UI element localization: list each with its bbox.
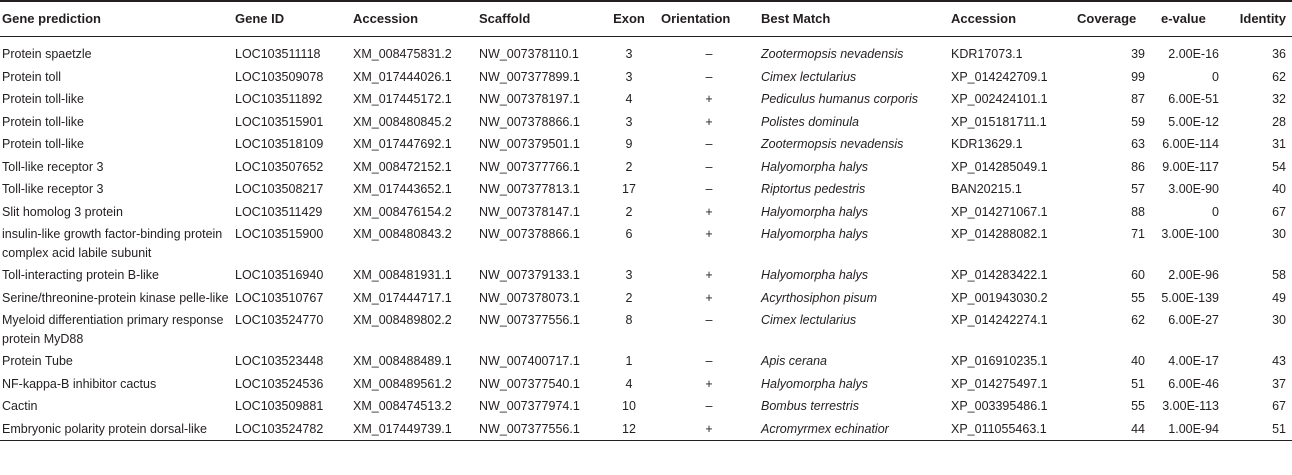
gene-id-cell: LOC103515901 [235,114,324,129]
accession-cell: XM_008480843.2 [353,227,452,241]
identity-cell: 30 [1272,227,1286,241]
identity-cell: 51 [1233,418,1292,441]
table-row [0,287,1292,310]
identity-cell: 30 [1272,313,1286,327]
coverage-cell: 44 [1075,418,1147,441]
evalue-cell: 2.00E-96 [1168,268,1219,282]
accession-cell: XM_008474513.2 [353,399,452,413]
gene-id-cell: LOC103511429 [235,204,323,219]
match-accession-cell: XP_014242709.1 [951,69,1048,84]
exon-cell: 9 [625,137,633,151]
best-match-cell: Zootermopsis nevadensis [761,137,904,151]
best-match-cell: Halyomorpha halys [761,268,868,282]
identity-cell: 67 [1272,399,1286,413]
coverage-cell: 55 [1131,290,1145,305]
accession-cell: XM_017449739.1 [351,418,477,441]
match-accession-cell: XP_015181711.1 [951,114,1047,129]
orientation-cell: + [705,114,713,129]
exon-cell: 4 [625,92,633,106]
accession-cell: XM_008472152.1 [353,159,452,174]
scaffold-cell: NW_007377899.1 [479,69,580,84]
exon-cell: 3 [625,268,633,282]
exon-cell: 1 [625,354,633,368]
header-row [0,1,1292,37]
best-match-cell: Halyomorpha halys [761,376,868,391]
accession-cell: XM_017444717.1 [353,290,452,305]
gene-id-cell: LOC103509881 [235,399,324,413]
table-row [0,418,1292,441]
header-scaffold: Scaffold [477,1,599,37]
orientation-cell: + [705,204,713,219]
header-match-accession: Accession [949,1,1075,37]
header-gene-prediction: Gene prediction [0,1,233,37]
match-accession-cell: XP_014242274.1 [951,313,1048,327]
header-orientation: Orientation [659,1,759,37]
scaffold-cell: NW_007377766.1 [479,159,580,174]
orientation-cell: – [705,354,713,368]
match-accession-cell: XP_002424101.1 [951,92,1048,106]
scaffold-cell: NW_007377556.1 [477,418,599,441]
table-row [0,111,1292,134]
identity-cell: 43 [1272,354,1286,368]
gene-prediction-cell: Serine/threonine-protein kinase pelle-like [2,290,229,305]
evalue-cell: 6.00E-46 [1168,376,1219,391]
exon-cell: 3 [625,69,633,84]
coverage-cell: 71 [1131,227,1145,241]
gene-id-cell: LOC103511892 [235,92,323,106]
match-accession-cell: BAN20215.1 [951,182,1022,196]
best-match-cell: Zootermopsis nevadensis [761,47,904,61]
accession-cell: XM_017444026.1 [353,69,452,84]
coverage-cell: 51 [1131,376,1145,391]
exon-cell: 2 [625,290,633,305]
gene-id-cell: LOC103524782 [233,418,351,441]
header-accession: Accession [351,1,477,37]
accession-cell: XM_017445172.1 [353,92,452,106]
coverage-cell: 39 [1131,47,1145,61]
evalue-cell: 4.00E-17 [1168,354,1219,368]
match-accession-cell: XP_016910235.1 [951,354,1048,368]
gene-prediction-cell: Embryonic polarity protein dorsal-like [0,418,233,441]
evalue-cell: 9.00E-117 [1162,159,1219,174]
orientation-cell: + [705,290,713,305]
exon-cell: 2 [625,159,633,174]
gene-prediction-cell: Slit homolog 3 protein [2,204,123,219]
orientation-cell: + [705,92,713,106]
orientation-cell: + [705,227,713,241]
evalue-cell: 3.00E-100 [1161,227,1219,241]
header-evalue: e-value [1147,1,1233,37]
match-accession-cell: XP_014283422.1 [951,268,1048,282]
scaffold-cell: NW_007400717.1 [479,354,580,368]
gene-prediction-cell: Protein toll-like [2,92,84,106]
gene-prediction-cell: Protein toll-like [2,114,84,129]
match-accession-cell: XP_014288082.1 [951,227,1048,241]
accession-cell: XM_008480845.2 [353,114,452,129]
gene-prediction-cell: Toll-interacting protein B-like [2,268,160,282]
table-row [0,264,1292,287]
gene-prediction-cell: Protein toll-like [2,137,84,151]
accession-cell: XM_008489561.2 [353,376,452,391]
evalue-cell: 0 [1212,69,1219,84]
accession-cell: XM_008475831.2 [353,47,452,61]
orientation-cell: – [705,159,713,174]
scaffold-cell: NW_007378197.1 [479,92,580,106]
best-match-cell: Cimex lectularius [761,69,857,84]
scaffold-cell: NW_007377813.1 [479,182,580,196]
table-row [0,223,1292,264]
scaffold-cell: NW_007378866.1 [479,114,580,129]
coverage-cell: 86 [1131,159,1145,174]
orientation-cell: – [705,182,713,196]
coverage-cell: 62 [1131,313,1145,327]
exon-cell: 6 [625,227,633,241]
best-match-cell: Acromyrmex echinatior [759,418,949,441]
gene-prediction-cell: Toll-like receptor 3 [2,182,104,196]
coverage-cell: 99 [1131,69,1145,84]
coverage-cell: 59 [1131,114,1145,129]
identity-cell: 28 [1272,114,1286,129]
orientation-cell: + [659,418,759,441]
accession-cell: XM_017447692.1 [353,137,452,151]
evalue-cell: 6.00E-114 [1162,137,1219,151]
orientation-cell: – [705,313,713,327]
best-match-cell: Halyomorpha halys [761,204,868,219]
evalue-cell: 2.00E-16 [1168,47,1219,61]
scaffold-cell: NW_007379501.1 [479,137,580,151]
table-row [0,88,1292,111]
gene-id-cell: LOC103524770 [235,313,324,327]
table-row [0,178,1292,201]
header-coverage: Coverage [1075,1,1147,37]
table-row [0,37,1292,66]
gene-id-cell: LOC103523448 [235,354,324,368]
table-row [0,156,1292,179]
scaffold-cell: NW_007378866.1 [479,227,580,241]
match-accession-cell: KDR17073.1 [951,47,1023,61]
coverage-cell: 57 [1131,182,1145,196]
identity-cell: 62 [1272,69,1286,84]
identity-cell: 32 [1272,92,1286,106]
scaffold-cell: NW_007377556.1 [479,313,580,327]
gene-id-cell: LOC103508217 [235,182,324,196]
table-row [0,350,1292,373]
accession-cell: XM_008488489.1 [353,354,452,368]
table-row [0,201,1292,224]
exon-cell: 2 [625,204,633,219]
evalue-cell: 6.00E-27 [1168,313,1219,327]
orientation-cell: – [705,47,713,61]
identity-cell: 36 [1272,47,1286,61]
match-accession-cell: XP_014275497.1 [951,376,1048,391]
table-row [0,309,1292,350]
orientation-cell: + [705,376,713,391]
best-match-cell: Halyomorpha halys [761,227,868,241]
evalue-cell: 3.00E-113 [1162,399,1219,413]
gene-id-cell: LOC103509078 [235,69,324,84]
best-match-cell: Apis cerana [761,354,828,368]
match-accession-cell: XP_014271067.1 [951,204,1048,219]
evalue-cell: 6.00E-51 [1168,92,1219,106]
scaffold-cell: NW_007378147.1 [479,204,580,219]
identity-cell: 49 [1272,290,1286,305]
match-accession-cell: KDR13629.1 [951,137,1023,151]
gene-prediction-cell: Protein spaetzle [2,47,92,61]
gene-prediction-cell: Protein Tube [2,354,73,368]
identity-cell: 40 [1272,182,1286,196]
table-row [0,66,1292,89]
orientation-cell: – [705,399,713,413]
evalue-cell: 0 [1212,204,1219,219]
best-match-cell: Riptortus pedestris [761,182,866,196]
table-row [0,373,1292,396]
best-match-cell: Polistes dominula [761,114,859,129]
match-accession-cell: XP_014285049.1 [951,159,1048,174]
exon-cell: 12 [599,418,659,441]
scaffold-cell: NW_007378073.1 [479,290,580,305]
coverage-cell: 55 [1131,399,1145,413]
accession-cell: XM_017443652.1 [353,182,452,196]
accession-cell: XM_008476154.2 [353,204,452,219]
match-accession-cell: XP_001943030.2 [951,290,1048,305]
coverage-cell: 87 [1131,92,1145,106]
accession-cell: XM_008489802.2 [353,313,452,327]
coverage-cell: 40 [1131,354,1145,368]
orientation-cell: – [705,137,713,151]
identity-cell: 67 [1272,204,1286,219]
gene-id-cell: LOC103507652 [235,159,324,174]
gene-prediction-cell: Myeloid differentiation primary response protein MyD88 [2,313,224,346]
identity-cell: 58 [1272,268,1286,282]
gene-prediction-cell: insulin-like growth factor-binding protein complex acid labile subunit [2,227,223,260]
exon-cell: 8 [625,313,633,327]
gene-prediction-cell: Toll-like receptor 3 [2,159,104,174]
gene-id-cell: LOC103515900 [235,227,324,241]
identity-cell: 37 [1272,376,1286,391]
gene-prediction-cell: NF-kappa-B inhibitor cactus [2,376,157,391]
best-match-cell: Pediculus humanus corporis [761,92,919,106]
exon-cell: 10 [622,399,636,413]
coverage-cell: 88 [1131,204,1145,219]
exon-cell: 3 [625,47,633,61]
best-match-cell: Acyrthosiphon pisum [761,290,878,305]
scaffold-cell: NW_007377540.1 [479,376,580,391]
scaffold-cell: NW_007377974.1 [479,399,580,413]
evalue-cell: 5.00E-139 [1161,290,1219,305]
scaffold-cell: NW_007378110.1 [479,47,579,61]
identity-cell: 54 [1272,159,1286,174]
identity-cell: 31 [1272,137,1286,151]
gene-id-cell: LOC103518109 [235,137,324,151]
header-best-match: Best Match [759,1,949,37]
orientation-cell: – [705,69,713,84]
evalue-cell: 3.00E-90 [1168,182,1219,196]
header-identity: Identity [1233,1,1292,37]
gene-prediction-cell: Protein toll [2,69,62,84]
table-row [0,395,1292,418]
scaffold-cell: NW_007379133.1 [479,268,580,282]
gene-id-cell: LOC103524536 [235,376,324,391]
best-match-cell: Bombus terrestris [761,399,859,413]
accession-cell: XM_008481931.1 [353,268,452,282]
gene-id-cell: LOC103516940 [235,268,324,282]
coverage-cell: 60 [1131,268,1145,282]
evalue-cell: 1.00E-94 [1147,418,1233,441]
exon-cell: 4 [625,376,633,391]
header-exon: Exon [599,1,659,37]
match-accession-cell: XP_011055463.1 [949,418,1075,441]
coverage-cell: 63 [1131,137,1145,151]
gene-id-cell: LOC103510767 [235,290,324,305]
match-accession-cell: XP_003395486.1 [951,399,1048,413]
exon-cell: 17 [622,182,636,196]
orientation-cell: + [705,268,713,282]
gene-id-cell: LOC103511118 [235,47,321,61]
best-match-cell: Cimex lectularius [761,313,857,327]
header-gene-id: Gene ID [233,1,351,37]
best-match-cell: Halyomorpha halys [761,159,868,174]
gene-prediction-cell: Cactin [2,399,38,413]
exon-cell: 3 [625,114,633,129]
table-row [0,133,1292,156]
evalue-cell: 5.00E-12 [1168,114,1219,129]
